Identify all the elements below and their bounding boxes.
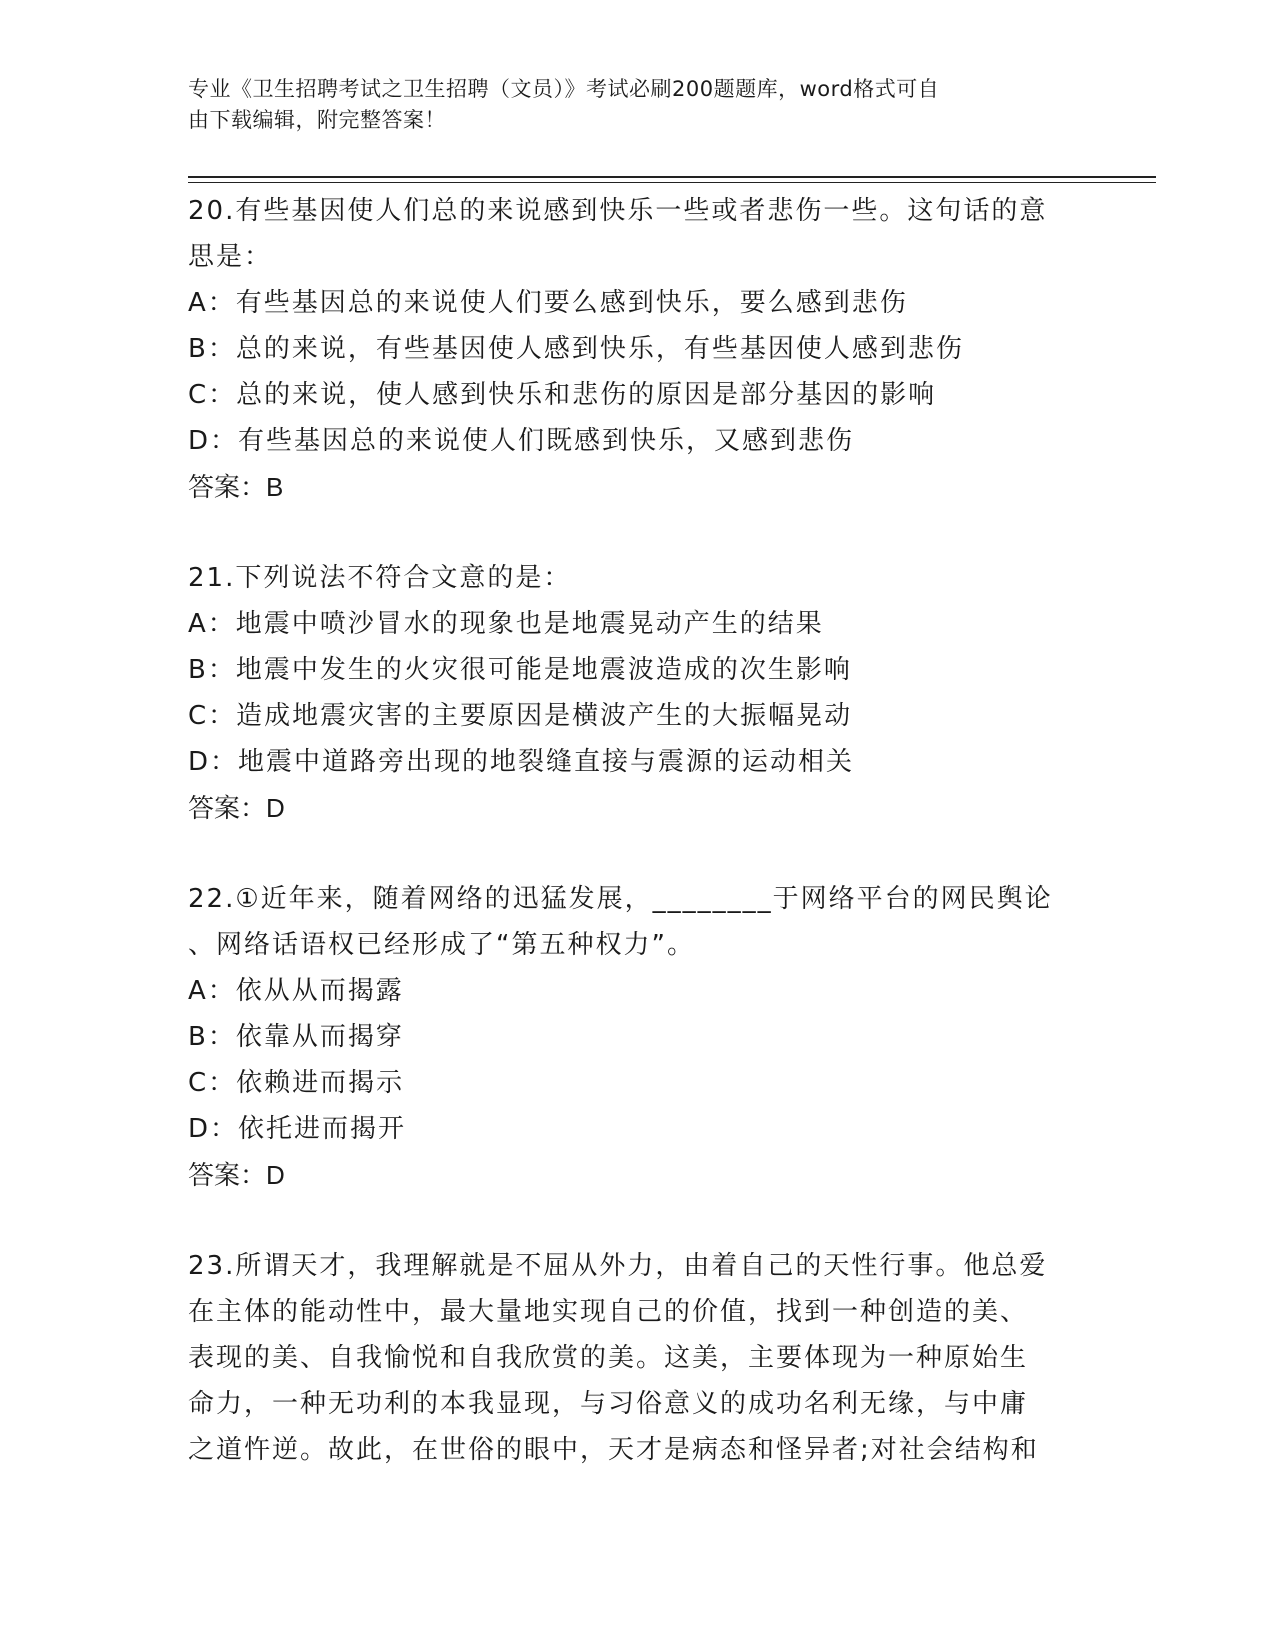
option-a: A：有些基因总的来说使人们要么感到快乐，要么感到悲伤	[188, 288, 908, 318]
option-d: D：有些基因总的来说使人们既感到快乐，又感到悲伤	[188, 426, 855, 456]
question-spacer	[188, 1198, 1088, 1243]
question-list	[188, 188, 1088, 1473]
header-rule-thin	[188, 182, 1156, 183]
option-b: B：地震中发生的火灾很可能是地震波造成的次生影响	[188, 655, 852, 685]
question-20	[188, 188, 1088, 510]
option-b: B：依靠从而揭穿	[188, 1022, 404, 1052]
option-c: C：造成地震灾害的主要原因是横波产生的大振幅晃动	[188, 701, 853, 731]
question-stem-line: 20.有些基因使人们总的来说感到快乐一些或者悲伤一些。这句话的意	[188, 196, 1048, 226]
option-b: B：总的来说，有些基因使人感到快乐，有些基因使人感到悲伤	[188, 334, 964, 364]
option-c: C：总的来说，使人感到快乐和悲伤的原因是部分基因的影响	[188, 380, 937, 410]
question-stem-line: 22.①近年来，随着网络的迅猛发展，________于网络平台的网民舆论	[188, 884, 1053, 914]
option-d: D：地震中道路旁出现的地裂缝直接与震源的运动相关	[188, 747, 855, 777]
option-a: A：依从从而揭露	[188, 976, 404, 1006]
question-spacer	[188, 510, 1088, 555]
answer-line: 答案：D	[188, 793, 285, 823]
option-d: D：依托进而揭开	[188, 1114, 407, 1144]
question-stem-line: 、网络话语权已经形成了“第五种权力”。	[188, 930, 695, 960]
question-stem-line: 之道忤逆。故此，在世俗的眼中，天才是病态和怪异者;对社会结构和	[188, 1435, 1039, 1465]
question-stem-line: 表现的美、自我愉悦和自我欣赏的美。这美，主要体现为一种原始生	[188, 1343, 1029, 1373]
question-stem-line: 23.所谓天才，我理解就是不屈从外力，由着自己的天性行事。他总爱	[188, 1251, 1048, 1281]
question-23	[188, 1243, 1088, 1473]
question-22	[188, 876, 1088, 1198]
header-line: 专业《卫生招聘考试之卫生招聘（文员）》考试必刷200题题库，word格式可自	[188, 77, 940, 101]
document-header	[188, 74, 1068, 136]
question-spacer	[188, 831, 1088, 876]
header-line: 由下载编辑，附完整答案！	[188, 108, 446, 132]
header-rule-thick	[188, 176, 1156, 178]
question-stem-line: 命力，一种无功利的本我显现，与习俗意义的成功名利无缘，与中庸	[188, 1389, 1029, 1419]
answer-line: 答案：D	[188, 1160, 285, 1190]
option-c: C：依赖进而揭示	[188, 1068, 405, 1098]
question-21	[188, 555, 1088, 831]
option-a: A：地震中喷沙冒水的现象也是地震晃动产生的结果	[188, 609, 824, 639]
question-stem-line: 思是：	[188, 242, 273, 272]
answer-line: 答案：B	[188, 472, 284, 502]
question-stem-line: 在主体的能动性中，最大量地实现自己的价值，找到一种创造的美、	[188, 1297, 1029, 1327]
question-stem-line: 21.下列说法不符合文意的是：	[188, 563, 572, 593]
